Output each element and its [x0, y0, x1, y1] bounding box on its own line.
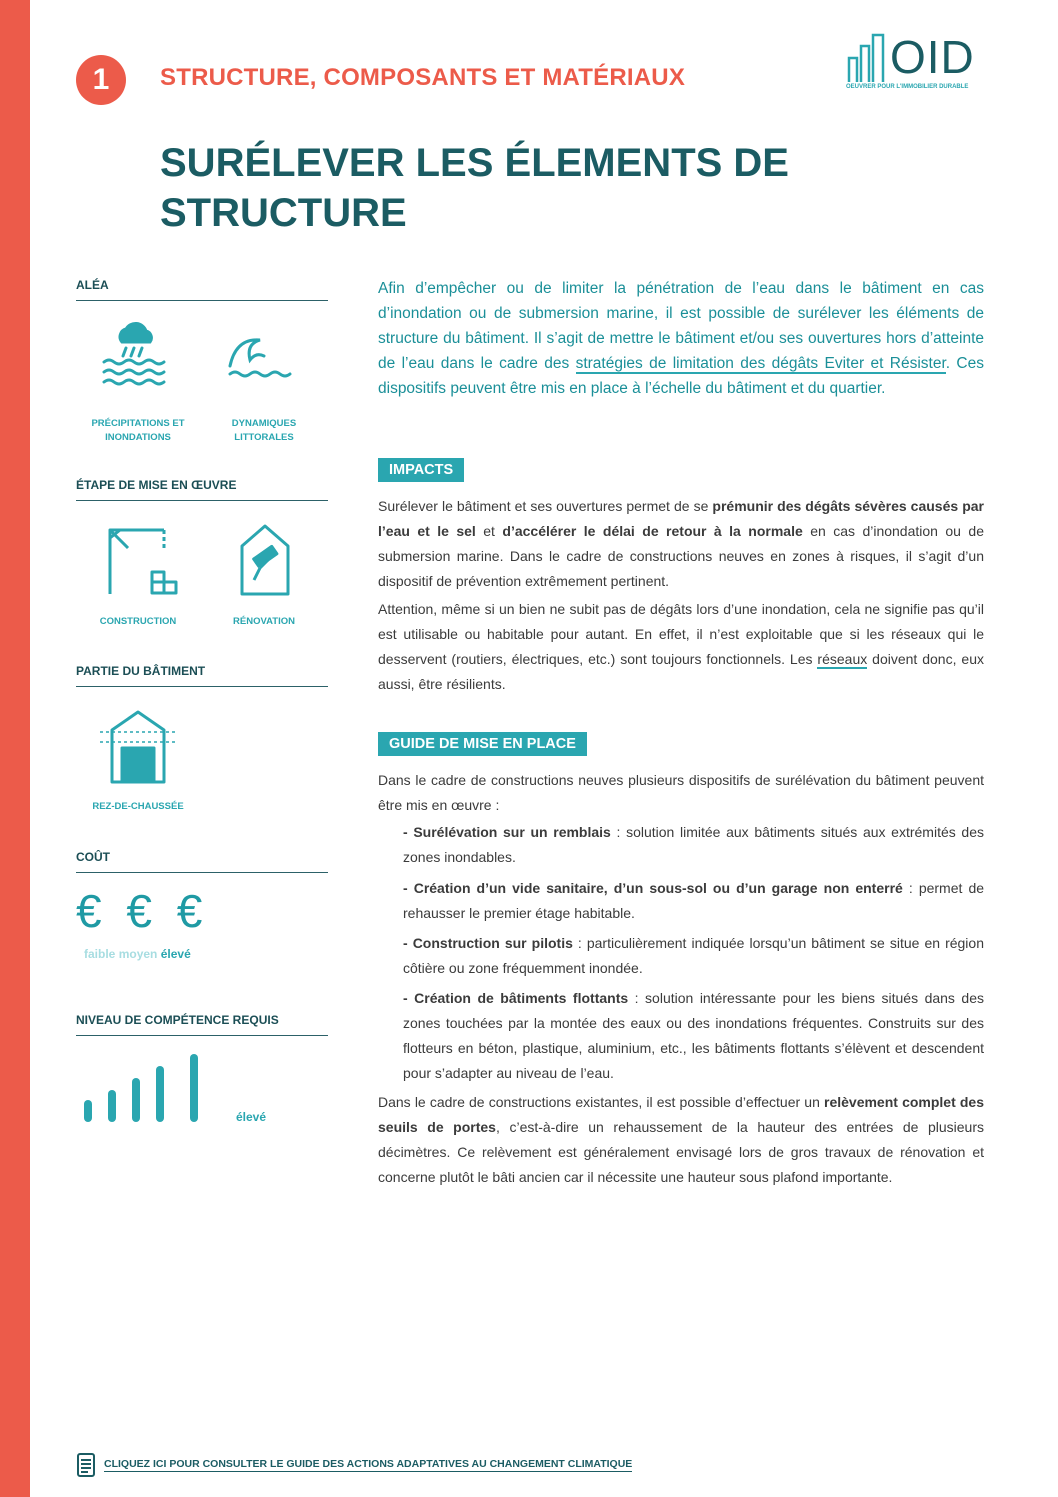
impacts-p1-bold-1: prémunir des dégâts sévères causés par l’eau et le sel	[378, 498, 984, 539]
alea-heading: ALÉA	[76, 278, 328, 301]
alea-caption-2	[204, 417, 324, 445]
wave-icon	[226, 332, 298, 382]
guide-bullet-3	[403, 931, 984, 981]
partie-caption: REZ-DE-CHAUSSÉE	[92, 801, 184, 812]
guide-outro-bold: relèvement complet des seuils de portes	[378, 1094, 984, 1135]
section-title: STRUCTURE, COMPOSANTS ET MATÉRIAUX	[160, 64, 686, 91]
strategies-link[interactable]: stratégies de limitation des dégâts Eviter et Résister	[575, 355, 946, 372]
logo-mark-icon	[846, 32, 890, 84]
intro-paragraph	[378, 276, 984, 401]
guide-bullet-3-bold: - Construction sur pilotis	[403, 935, 573, 951]
cost-symbols: € € €	[76, 885, 209, 937]
alea-caption-1	[78, 417, 198, 445]
cost-label-low: faible	[84, 947, 116, 961]
footer-guide-link[interactable]	[76, 1450, 632, 1480]
ground-floor-icon	[98, 708, 178, 786]
side-accent-bar	[0, 0, 30, 1497]
intro-text-b: . Ces dispositifs peuvent être mis en place à l’échelle du bâtiment et du quartier.	[378, 355, 984, 397]
etape-caption-1: CONSTRUCTION	[99, 616, 177, 627]
alea-caption-1-line2: INONDATIONS	[105, 432, 171, 443]
guide-bullet-4-bold: - Création de bâtiments flottants	[403, 990, 629, 1006]
guide-bullet-2-bold: - Création d’un vide sanitaire, d’un sous-sol ou d’un garage non enterré	[403, 880, 903, 896]
cost-label-high: élevé	[160, 947, 191, 961]
guide-outro	[378, 1090, 984, 1190]
guide-outro-a: Dans le cadre de constructions existantes, il est possible d’effectuer un	[378, 1094, 824, 1110]
impacts-paragraph-2	[378, 597, 984, 697]
guide-bullet-2-text: : permet de rehausser le premier étage habitable.	[403, 880, 985, 921]
skill-level-bars	[82, 1052, 202, 1124]
rain-flood-icon	[100, 318, 172, 390]
impacts-p2-a: Attention, même si un bien ne subit pas de dégâts lors d’une inondation, cela ne signifie pas qu’il est utilisable ou habitable pour autant. En effet, il n’est exploitable que si les réseaux qui le desservent (routiers, électriques, etc.) sont toujours fonctionnels. Les	[378, 601, 984, 667]
guide-outro-b: , c’est-à-dire un rehaussement de la hauteur des entrées de plusieurs décimètres. Ce relèvement est généralement envisagé lors de gros travaux de rénovation et concerne plutôt le bâti ancien car il nécessite une hauteur sous plafond importante.	[378, 1119, 985, 1185]
impacts-p1-c: et	[475, 523, 503, 539]
guide-bullet-1-bold: - Surélévation sur un remblais	[403, 824, 611, 840]
cost-labels	[84, 947, 191, 961]
footer-link-text[interactable]: CLIQUEZ ICI POUR CONSULTER LE GUIDE DES ACTIONS ADAPTATIVES AU CHANGEMENT CLIMATIQUE	[104, 1458, 633, 1470]
alea-caption-2-line1: DYNAMIQUES	[231, 418, 297, 429]
competence-heading: NIVEAU DE COMPÉTENCE REQUIS	[76, 1013, 328, 1036]
guide-bullet-1-text: : solution limitée aux bâtiments situés aux extrémités des zones inondables.	[403, 824, 984, 865]
guide-intro: Dans le cadre de constructions neuves plusieurs dispositifs de surélévation du bâtiment peuvent être mis en œuvre :	[378, 772, 984, 813]
section-number: 1	[76, 55, 126, 105]
impacts-paragraph-1	[378, 494, 984, 594]
partie-heading: PARTIE DU BÂTIMENT	[76, 664, 328, 687]
guide-heading: GUIDE DE MISE EN PLACE	[378, 732, 587, 756]
logo-text: OID	[890, 31, 975, 83]
skill-level-label: élevé	[236, 1110, 267, 1124]
guide-bullet-4	[403, 986, 984, 1086]
paint-roller-icon	[238, 522, 292, 598]
impacts-p1-bold-2: d’accélérer le délai de retour à la normale	[502, 523, 803, 539]
page-title: SURÉLEVER LES ÉLEMENTS DE STRUCTURE	[160, 141, 789, 235]
crane-icon	[102, 526, 182, 596]
impacts-p1-a: Surélever le bâtiment et ses ouvertures permet de se	[378, 498, 713, 514]
impacts-p1-d: en cas d’inondation ou de submersion marine. Dans le cadre de constructions neuves en zones à risques, il s’agit d’un dispositif de prévention extrêmement pertinent.	[378, 523, 984, 589]
cost-label-mid: moyen	[118, 947, 158, 961]
cout-heading: COÛT	[76, 850, 328, 873]
intro-text-a: Afin d’empêcher ou de limiter la pénétration de l’eau dans le bâtiment en cas d’inondation ou de submersion marine, il est possible de surélever les éléments de structure du bâtiment. Il s’agit de mettre le bâtiment et/ou ses ouvertures hors d’atteinte de l’eau dans le cadre des	[378, 280, 984, 372]
reseaux-link[interactable]: réseaux	[817, 651, 868, 667]
document-icon	[76, 1452, 96, 1478]
alea-caption-2-line2: LITTORALES	[234, 432, 294, 443]
guide-bullet-3-text: : particulièrement indiquée lorsqu’un bâtiment se situe en région côtière ou zone fréquemment inondée.	[403, 935, 984, 976]
guide-bullet-2	[403, 876, 984, 926]
impacts-heading: IMPACTS	[378, 458, 464, 482]
impacts-p2-b: doivent donc, eux aussi, être résilients.	[378, 651, 984, 692]
etape-heading: ÉTAPE DE MISE EN ŒUVRE	[76, 478, 328, 501]
oid-logo	[846, 32, 986, 96]
guide-bullet-1	[403, 820, 984, 870]
etape-caption-2: RÉNOVATION	[233, 616, 295, 627]
logo-tagline: OEUVRER POUR L'IMMOBILIER DURABLE	[846, 84, 969, 90]
alea-caption-1-line1: PRÉCIPITATIONS ET	[91, 418, 185, 429]
guide-bullet-4-text: : solution intéressante pour les biens situés dans des zones touchées par la montée des eaux ou des inondations fréquentes. Construits sur des flotteurs en béton, plastique, aluminium, etc., les bâtiments flottants s’élèvent et descendent pour s’adapter au niveau de l’eau.	[403, 990, 985, 1081]
